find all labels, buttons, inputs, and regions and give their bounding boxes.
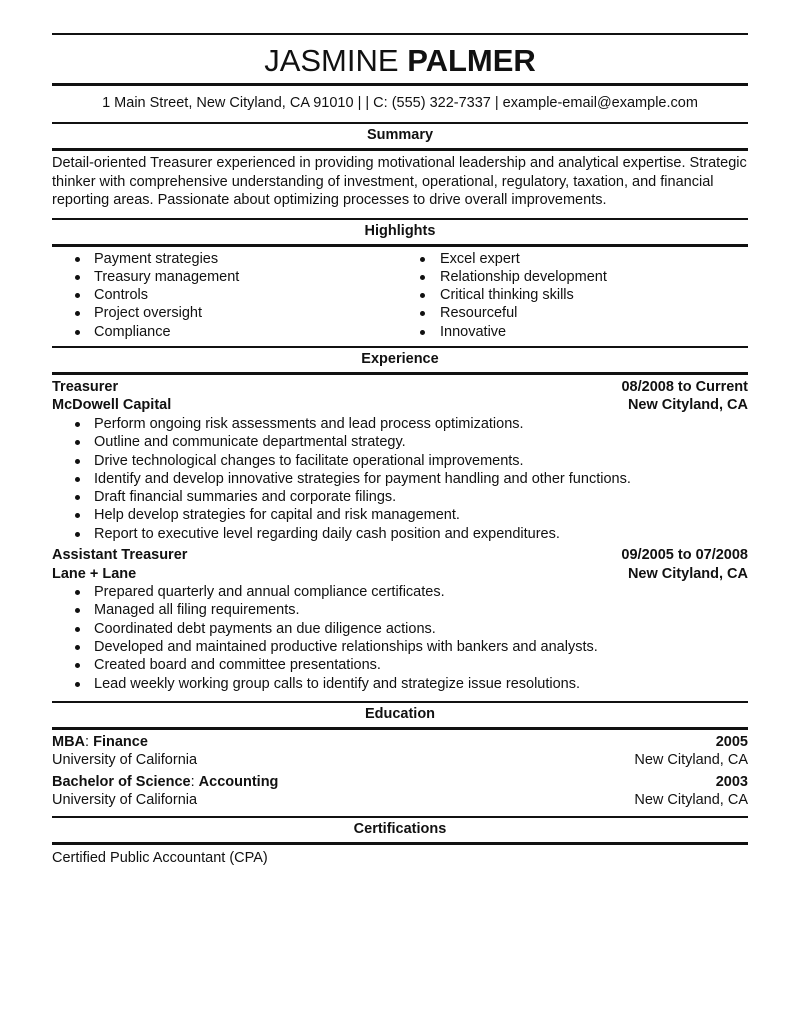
experience-list <box>52 375 748 701</box>
job-bullet: Managed all filing requirements. <box>52 601 748 619</box>
job-company: McDowell Capital <box>52 397 172 414</box>
school: University of California <box>52 752 198 769</box>
job-bullets <box>52 415 748 543</box>
section-title-summary: Summary <box>366 127 434 143</box>
job-bullet: Coordinated debt payments an due diligence actions. <box>52 620 748 638</box>
job-location: New Cityland, CA <box>627 397 748 414</box>
first-name: JASMINE <box>264 43 399 78</box>
job-entry <box>52 375 748 543</box>
highlight-item: Innovative <box>400 323 748 341</box>
job-bullet: Draft financial summaries and corporate filings. <box>52 488 748 506</box>
job-entry <box>52 543 748 693</box>
highlights-list <box>52 247 748 346</box>
education-list <box>52 730 748 816</box>
contact-line: 1 Main Street, New Cityland, CA 91010 | | C: (555) 322-7337 | example-email@example.com <box>102 95 698 111</box>
job-bullet: Developed and maintained productive relationships with bankers and analysts. <box>52 638 748 656</box>
school: University of California <box>52 792 198 809</box>
education-entry: Bachelor of Science: Accounting 2003 University of California New Cityland, CA <box>52 773 748 809</box>
job-dates: 08/2008 to Current <box>621 378 748 395</box>
job-bullet: Outline and communicate departmental strategy. <box>52 433 748 451</box>
section-title-education: Education <box>364 705 436 722</box>
job-title: Treasurer <box>52 378 119 395</box>
field: Accounting <box>198 773 279 790</box>
field: Finance <box>93 733 148 750</box>
resume-page <box>52 0 748 867</box>
highlights-right-column <box>400 250 748 341</box>
job-bullet: Created board and committee presentations. <box>52 656 748 674</box>
degree: MBA <box>52 733 86 750</box>
highlight-item: Critical thinking skills <box>400 286 748 304</box>
school-location: New Cityland, CA <box>634 752 748 769</box>
candidate-name <box>52 43 748 83</box>
job-bullet: Lead weekly working group calls to identify and strategize issue resolutions. <box>52 675 748 693</box>
education-entry: MBA: Finance 2005 University of California New Cityland, CA <box>52 733 748 769</box>
section-title-highlights: Highlights <box>364 222 436 239</box>
highlight-item: Payment strategies <box>52 250 400 268</box>
highlights-left-column <box>52 250 400 341</box>
certification-item: Certified Public Accountant (CPA) <box>52 849 268 866</box>
section-title-certifications: Certifications <box>353 820 447 837</box>
job-bullets <box>52 583 748 693</box>
highlight-item: Resourceful <box>400 304 748 322</box>
graduation-year: 2005 <box>715 733 748 750</box>
job-bullet: Drive technological changes to facilitate operational improvements. <box>52 452 748 470</box>
job-title: Assistant Treasurer <box>52 547 188 564</box>
job-location: New Cityland, CA <box>627 565 748 582</box>
highlight-item: Compliance <box>52 323 400 341</box>
summary-text: Detail-oriented Treasurer experienced in providing motivational leadership and analytical expertise. Strategic thinker with comprehensive understanding of investment, operational, regulatory, taxation, and financial reporting areas. Passionate about optimizing processes to drive overall improvements. <box>52 155 747 208</box>
highlight-item: Relationship development <box>400 268 748 286</box>
job-bullet: Report to executive level regarding daily cash position and expenditures. <box>52 525 748 543</box>
highlight-item: Project oversight <box>52 304 400 322</box>
school-location: New Cityland, CA <box>634 792 748 809</box>
job-bullet: Help develop strategies for capital and risk management. <box>52 506 748 524</box>
job-bullet: Identify and develop innovative strategies for payment handling and other functions. <box>52 470 748 488</box>
highlight-item: Controls <box>52 286 400 304</box>
job-dates: 09/2005 to 07/2008 <box>621 547 748 564</box>
highlight-item: Treasury management <box>52 268 400 286</box>
highlight-item: Excel expert <box>400 250 748 268</box>
job-company: Lane + Lane <box>52 565 137 582</box>
graduation-year: 2003 <box>715 773 748 790</box>
job-bullet: Perform ongoing risk assessments and lead process optimizations. <box>52 415 748 433</box>
degree: Bachelor of Science <box>52 773 191 790</box>
last-name: PALMER <box>407 43 536 78</box>
job-bullet: Prepared quarterly and annual compliance certificates. <box>52 583 748 601</box>
section-title-experience: Experience <box>361 350 439 367</box>
top-rule <box>52 33 748 35</box>
